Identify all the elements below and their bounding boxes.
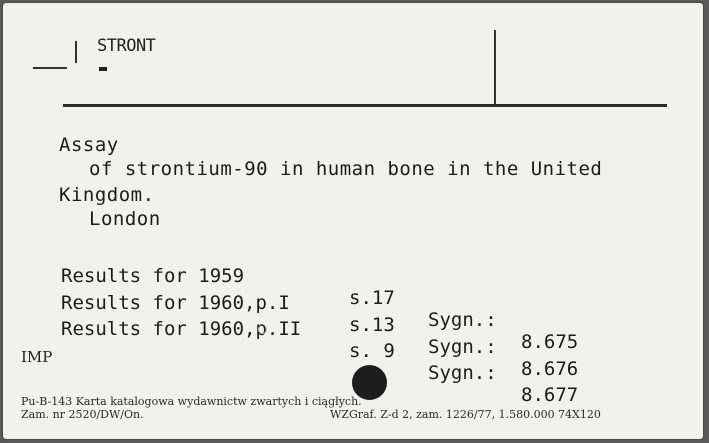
result-label: Results for 1959 (61, 265, 245, 287)
place-line: London (89, 208, 161, 230)
footer-line-1: Pu-B-143 Karta katalogowa wydawnictw zwartych i ciągłych. (21, 395, 362, 408)
description-line-2: Kingdom. (59, 184, 155, 206)
sygn-number: 8.676 (521, 358, 579, 380)
header-rule (63, 104, 667, 107)
sygn-number: 8.675 (521, 331, 579, 353)
catalog-card (3, 3, 703, 439)
faint-mark (258, 325, 267, 334)
heading-dash (99, 67, 107, 71)
sygn-number: 8.677 (521, 384, 579, 406)
card-heading: STRONT (97, 36, 156, 56)
result-pages: s. 9 (349, 340, 395, 362)
result-label: Results for 1960,p.II (61, 318, 302, 340)
footer-printer: WZGraf. Z-d 2, zam. 1226/77, 1.580.000 74X120 (330, 408, 601, 421)
footer-order-number: Zam. nr 2520/DW/On. (21, 408, 144, 421)
sygn-label: Sygn.: (428, 309, 497, 331)
assay-title: Assay (59, 134, 119, 156)
result-label: Results for 1960,p.I (61, 292, 290, 314)
header-divider-vertical (494, 30, 496, 106)
header-vertical-tick (75, 41, 77, 63)
sygn-label: Sygn.: (428, 336, 497, 358)
header-horizontal-tick (33, 67, 67, 69)
result-pages: s.13 (349, 314, 395, 336)
sygn-label: Sygn.: (428, 362, 497, 384)
imp-mark: IMP (21, 348, 53, 366)
result-pages: s.17 (349, 287, 395, 309)
description-line-1: of strontium-90 in human bone in the United (89, 158, 603, 180)
